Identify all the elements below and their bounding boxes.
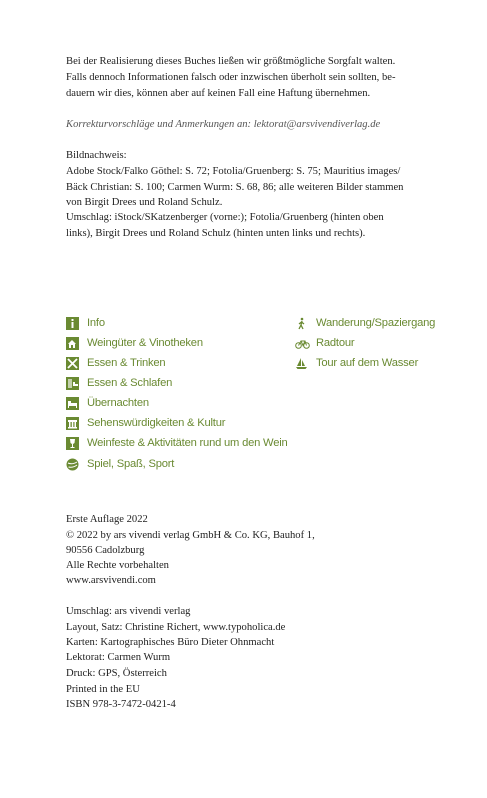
landmark-icon bbox=[66, 417, 79, 430]
legend-item-bike bbox=[295, 335, 354, 351]
production-line: Karten: Kartographisches Büro Dieter Ohnmacht bbox=[66, 637, 275, 648]
production-line: Printed in the EU bbox=[66, 684, 140, 695]
legend-label: Wanderung/Spaziergang bbox=[316, 317, 436, 329]
imprint-line: 90556 Cadolzburg bbox=[66, 545, 145, 556]
imprint-line: www.arsvivendi.com bbox=[66, 575, 156, 586]
sailboat-icon bbox=[295, 357, 308, 370]
legend-label: Essen & Schlafen bbox=[87, 377, 173, 389]
legend-item-info bbox=[66, 315, 105, 331]
legend-item-dining bbox=[66, 355, 165, 371]
disclaimer-line: dauern wir dies, können aber auf keinen Fall eine Haftung übernehmen. bbox=[66, 88, 371, 99]
imprint-line: Alle Rechte vorbehalten bbox=[66, 560, 169, 571]
dining-lodging-icon bbox=[66, 377, 79, 390]
isbn: ISBN 978-3-7472-0421-4 bbox=[66, 699, 176, 710]
credits-line: Bäck Christian: S. 100; Carmen Wurm: S. 68, 86; alle weiteren Bilder stammen bbox=[66, 182, 404, 193]
production-line: Lektorat: Carmen Wurm bbox=[66, 652, 171, 663]
legend-item-bed bbox=[66, 395, 149, 411]
corrections-note: Korrekturvorschläge und Anmerkungen an: lektorat@arsvivendiverlag.de bbox=[66, 119, 381, 130]
wine-glass-icon bbox=[66, 437, 79, 450]
legend-label: Übernachten bbox=[87, 397, 149, 409]
imprint-line: Erste Auflage 2022 bbox=[66, 514, 148, 525]
wine-shop-icon bbox=[66, 337, 79, 350]
credits-line: Umschlag: iStock/SKatzenberger (vorne:); Fotolia/Gruenberg (hinten oben bbox=[66, 212, 384, 223]
legend-item-hike bbox=[295, 315, 435, 331]
legend-label: Weingüter & Vinotheken bbox=[87, 337, 203, 349]
legend-item-boat bbox=[295, 355, 418, 371]
sport-icon bbox=[66, 458, 79, 471]
legend-label: Sehenswürdigkeiten & Kultur bbox=[87, 417, 226, 429]
production-line: Druck: GPS, Österreich bbox=[66, 668, 167, 679]
legend-item-sport bbox=[66, 456, 174, 472]
hiker-icon bbox=[295, 317, 308, 330]
info-icon bbox=[66, 317, 79, 330]
credits-line: von Birgit Drees und Roland Schulz. bbox=[66, 197, 223, 208]
imprint-line: © 2022 by ars vivendi verlag GmbH & Co. KG, Bauhof 1, bbox=[66, 530, 315, 541]
legend-item-wine-shop bbox=[66, 335, 203, 351]
legend-label: Spiel, Spaß, Sport bbox=[87, 458, 175, 470]
legend-label: Weinfeste & Aktivitäten rund um den Wein bbox=[87, 437, 288, 449]
disclaimer-line: Bei der Realisierung dieses Buches ließen wir größtmögliche Sorgfalt walten. bbox=[66, 56, 396, 67]
legend-item-wine-festival bbox=[66, 435, 288, 451]
disclaimer-line: Falls dennoch Informationen falsch oder inzwischen überholt sein sollten, be- bbox=[66, 72, 396, 83]
legend-label: Tour auf dem Wasser bbox=[316, 357, 419, 369]
legend-label: Radtour bbox=[316, 337, 355, 349]
legend-label: Info bbox=[87, 317, 105, 329]
dining-icon bbox=[66, 357, 79, 370]
credits-line: links), Birgit Drees und Roland Schulz (hinten unten links und rechts). bbox=[66, 228, 366, 239]
legend-label: Essen & Trinken bbox=[87, 357, 166, 369]
production-line: Umschlag: ars vivendi verlag bbox=[66, 606, 191, 617]
bicycle-icon bbox=[295, 337, 308, 350]
credits-heading: Bildnachweis: bbox=[66, 150, 127, 161]
production-line: Layout, Satz: Christine Richert, www.typoholica.de bbox=[66, 622, 286, 633]
legend-item-landmark bbox=[66, 415, 225, 431]
credits-line: Adobe Stock/Falko Göthel: S. 72; Fotolia/Gruenberg: S. 75; Mauritius images/ bbox=[66, 166, 401, 177]
legend-item-dining-lodging bbox=[66, 375, 172, 391]
bed-icon bbox=[66, 397, 79, 410]
